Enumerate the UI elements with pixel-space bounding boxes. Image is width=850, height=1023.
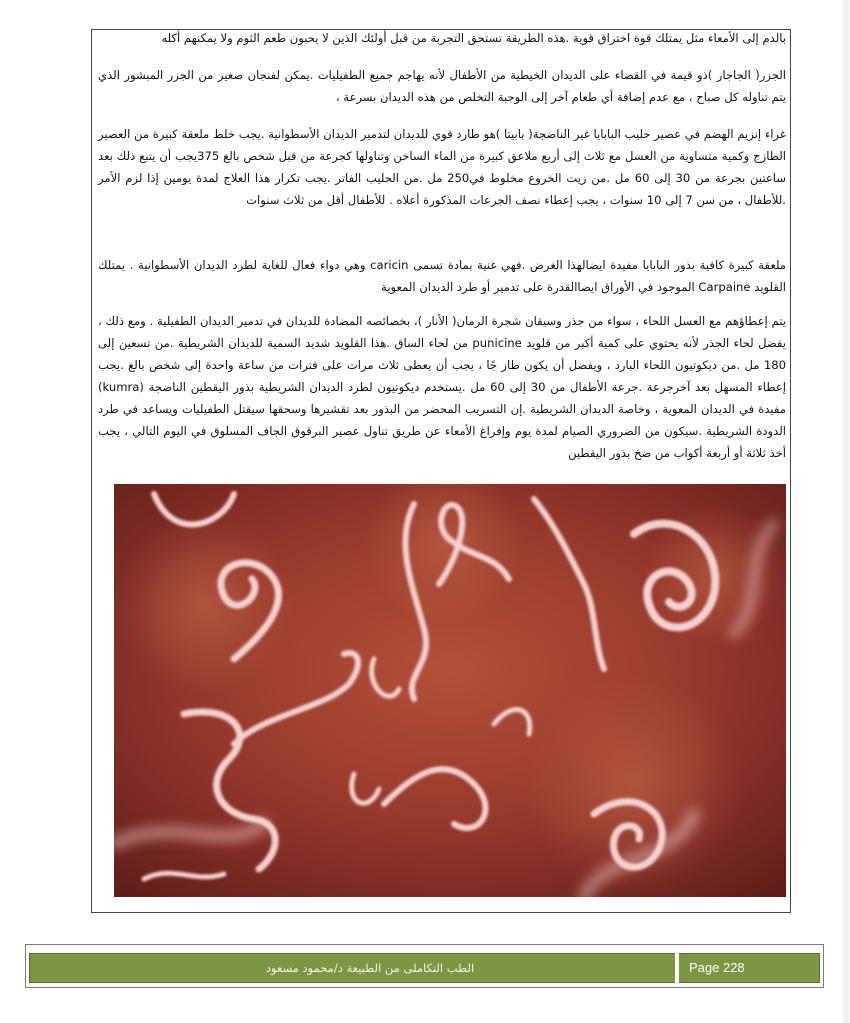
paragraph-papaya-latex: غراء إنزيم الهضم في عصير حليب البابايا غير الناضجة( بابيتا )هو طارد قوي للديدان لتدمير الديدان الأسطوانية .يجب خلط ملعقة كبيرة من العصير الطازج وكمية متساوية من العسل مع ثلاث إلى أربع ملاعق كبيرة من الماء الساخن وتناولها كجرعة من قبل شخص بالغ 375يجب أن يتبع ذلك بعد ساعتين بجرعة من 30 إلى 60 مل .من زيت الخروع مخلوط في250 مل .من الحليب الفاتر .يجب تكرار هذا العلاج لمدة يومين إذا لزم الأمر .للأطفال ، من سن 7 إلى 10 سنوات ، يجب إعطاء نصف الجرعات المذكورة أعلاه . للأطفال أقل من ثلاث سنوات [98,127,787,207]
paragraph-garlic: بالدم إلى الأمعاء مثل يمتلك قوة اختراق قوية .هذه الطريقة تستحق التجربة من قبل أولئك الذين لا يحبون طعم الثوم ولا يمكنهم أكله [161,31,786,45]
footer-divider [675,953,679,983]
paragraph-pomegranate-pumpkin: يتم إعطاؤهم مع العسل اللحاء ، سواء من جذر وسيقان شجرة الرمان( الأنار )، بخصائصه المضادة للديدان في تدمير الديدان الطفيلية . ومع ذلك ، يفضل لحاء الجذر لأنه يحتوي على كمية أكبر من قلويد punicine من لحاء الساق .هذا القلويد شديد السمية للديدان الشريطية .من تسعين إلى 180 مل .من ديكوتيون اللحاء البارد ، ويفضل أن يكون طاز جًا ، يجب أن يعطى ثلاث مرات على فترات من ساعة واحدة إلى شخص بالغ .يجب إعطاء المسهل بعد آخرجرعة .جرعة الأطفال من 30 إلى 60 مل .يستخدم ديكوتيون لطرد الديدان الشريطية بذور اليقطين الناضجة (kumra) مفيدة في الديدان المعوية ، وخاصة الديدان الشريطية .إن التسريب المحضر من البذور بعد تقشيرها وسحقها سيقتل الطفيليات ويساعد في طرد الدودة الشريطية .سيكون من الضروري الصيام لمدة يوم وإفراغ الأمعاء عن طريق تناول عصير البرقوق الجاف المسلوق في اليوم التالي ، يجب أخذ ثلاثة أو أربعة أكواب من ضخ بذور اليقطين [98,314,786,460]
paragraph-carrot: الجزر( الجاجار )ذو قيمة في القضاء على الديدان الخيطية من الأطفال لأنه يهاجم جميع الطفيليات .يمكن لفنجان صغير من الجزر المبشور الذي يتم تناوله كل صباح ، مع عدم إضافة أي طعام آخر إلى الوجبة التخلص من هذه الديدان بسرعة ، [98,68,786,104]
paragraph-papaya-seeds: ملعقة كبيرة كافية بذور البابايا مفيدة ايضالهذا الغرض .فهي غنية بمادة تسمى caricin وهي دواء فعال للغاية لطرد الديدان الأسطوانية . يمتلك القلويد Carpaine الموجود في الأوراق ايضاالقدرة على تدمير أو طرد الديدان المعوية [98,258,786,294]
worms-illustration [114,484,786,897]
page-number: Page 228 [689,960,745,975]
footer-title: الطب التكاملى من الطبيعة د/محمود مسعود [265,961,475,975]
